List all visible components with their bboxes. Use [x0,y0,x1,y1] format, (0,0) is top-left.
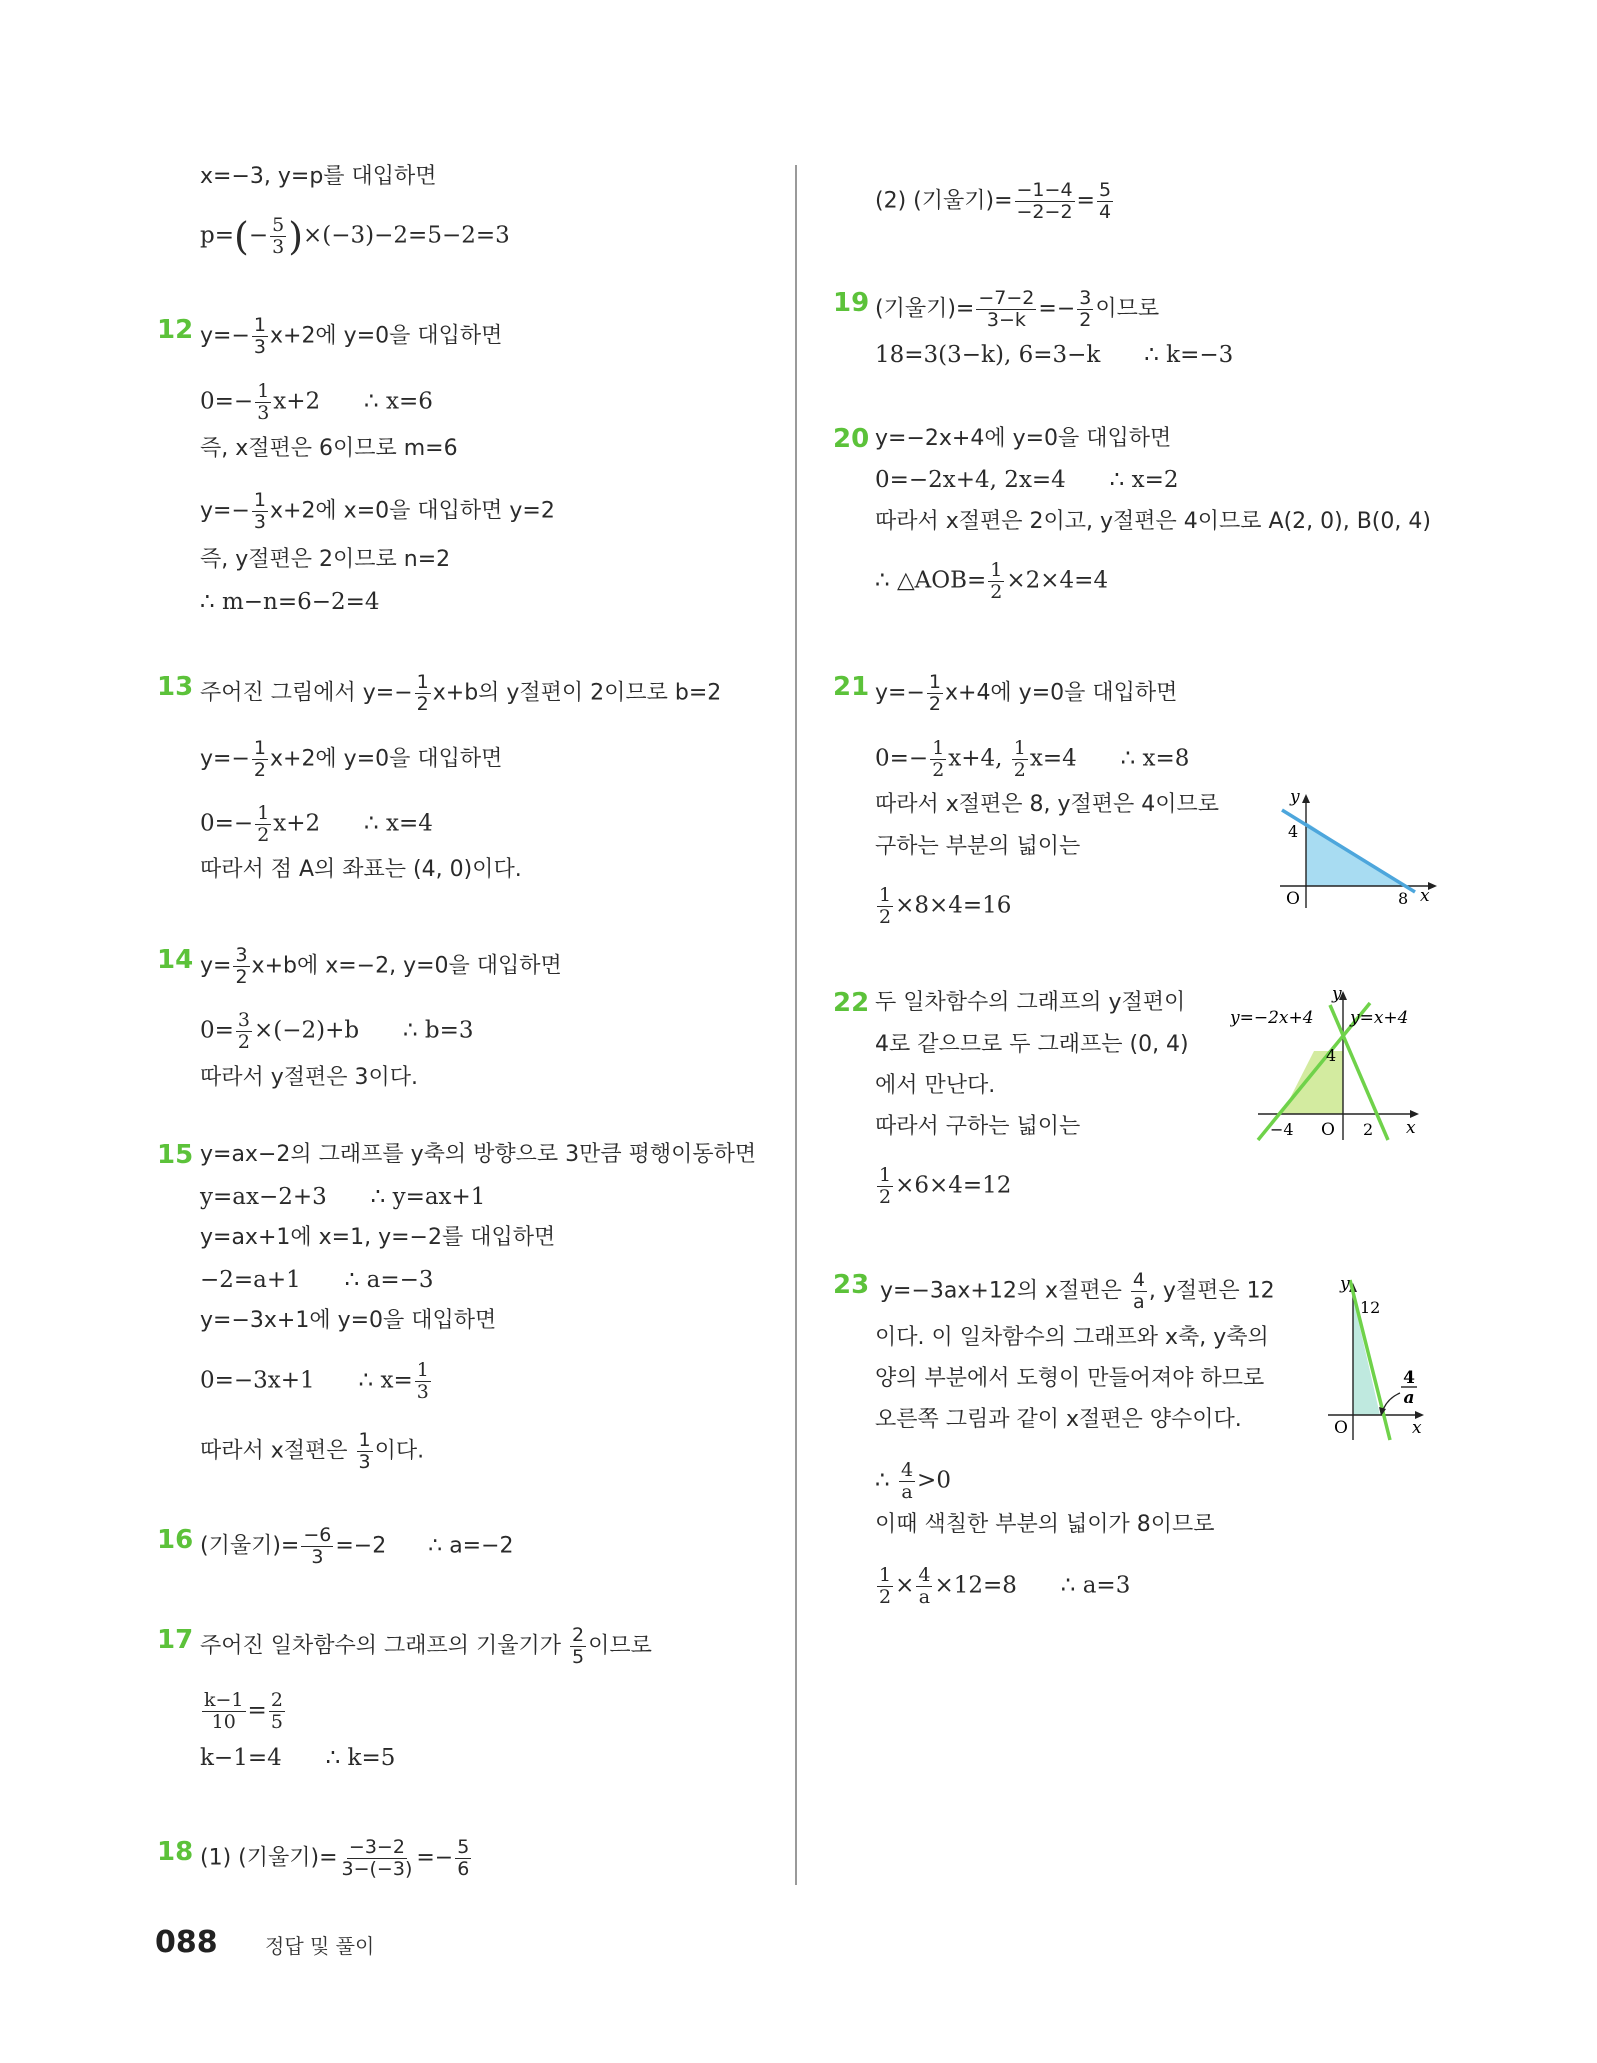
problem-number-20: 20 [833,424,870,454]
p12-line-1: y=− $\frac{1}{3}$ x+2에 y=0을 대입하면 [200,314,503,358]
x-axis-label: x [1420,886,1430,906]
p19-line-1: (기울기)= $\frac{-7-2}{3-k}$ =− $\frac{3}{2}$ 이므로 [875,287,1160,331]
text: p= [200,222,234,249]
y-axis-label: y [1332,985,1342,1004]
p15-line-3: y=ax+1에 x=1, y=−2를 대입하면 [200,1225,556,1250]
fraction: $\frac{5}{4}$ [1098,179,1112,223]
p21-line-5: $\frac{1}{2}$ ×8×4=16 [879,884,1012,928]
fraction: $\frac{3}{2}$ [1079,287,1092,331]
p20-line-4: ∴ △AOB= $\frac{1}{2}$ ×2×4=4 [875,559,1109,603]
problem-number-14: 14 [157,945,194,975]
y-axis-arrow [1302,794,1310,803]
page-number: 088 [155,1925,218,1960]
line1-label: y=−2x+4 [1230,1008,1314,1028]
p12-line-3: 즉, x절편은 6이므로 m=6 [200,436,458,461]
fraction: $\frac{4}{a}$ [900,1459,914,1503]
problem-number-23: 23 [833,1270,870,1300]
fraction: $\frac{1}{2}$ [932,737,945,781]
p22-line-2: 4로 같으므로 두 그래프는 (0, 4) [875,1032,1189,1057]
problem-number-15: 15 [157,1140,194,1170]
p12-line-2: 0=− $\frac{1}{3}$ x+2 ∴ x=6 [200,380,433,424]
origin-label: O [1286,889,1300,909]
fraction: $\frac{5}{3}$ [272,214,285,258]
p18-line-2: (2) (기울기)= $\frac{-1-4}{-2-2}$ = $\frac{5}{4}$ [875,179,1112,223]
fraction: $\frac{1}{3}$ [253,489,266,533]
p14-line-1: y= $\frac{3}{2}$ x+b에 x=−2, y=0을 대입하면 [200,944,562,988]
problem-number-19: 19 [833,288,870,318]
problem-number-21: 21 [833,672,870,702]
origin-label: O [1334,1418,1348,1438]
p23-line-3: 양의 부분에서 도형이 만들어져야 하므로 [875,1366,1265,1391]
p22-line-1: 두 일차함수의 그래프의 y절편이 [875,990,1186,1015]
p13-line-3: 0=− $\frac{1}{2}$ x+2 ∴ x=4 [200,802,433,846]
y-tick-label: 4 [1288,822,1299,841]
p17-line-1: 주어진 일차함수의 그래프의 기울기가 $\frac{2}{5}$ 이므로 [200,1624,652,1668]
p20-line-1: y=−2x+4에 y=0을 대입하면 [875,426,1172,451]
p12-line-6: ∴ m−n=6−2=4 [200,589,380,615]
fraction: $\frac{1}{2}$ [253,737,266,781]
y-tick-label: 4 [1326,1046,1337,1065]
x-neg-tick-label: −4 [1270,1120,1294,1139]
fraction: $\frac{1}{2}$ [1013,737,1026,781]
p15-line-5: y=−3x+1에 y=0을 대입하면 [200,1308,497,1333]
p23-line-4: 오른쪽 그림과 같이 x절편은 양수이다. [875,1407,1242,1432]
fraction: $\frac{3}{2}$ [237,1009,250,1053]
p19-line-2: 18=3(3−k), 6=3−k ∴ k=−3 [875,342,1234,368]
p14-line-3: 따라서 y절편은 3이다. [200,1065,419,1090]
fraction: $\frac{1}{2}$ [928,671,941,715]
y-axis-label: y [1340,1275,1350,1294]
p15-line-7: 따라서 x절편은 $\frac{1}{3}$ 이다. [200,1429,425,1473]
fraction: $\frac{1}{3}$ [257,380,270,424]
fraction: $\frac{1}{3}$ [416,1359,429,1403]
x-axis-label: x [1412,1418,1422,1438]
y-axis-label: y [1290,790,1300,807]
fraction: $\frac{4}{a}$ [1132,1269,1145,1313]
problem-number-13: 13 [157,672,194,702]
x-axis-label: x [1406,1118,1416,1138]
p20-line-3: 따라서 x절편은 2이고, y절편은 4이므로 A(2, 0), B(0, 4) [875,509,1431,534]
p17-line-3: k−1=4 ∴ k=5 [200,1745,396,1771]
p15-line-2: y=ax−2+3 ∴ y=ax+1 [200,1184,486,1210]
fraction: $\frac{3}{2}$ [235,944,248,988]
problem-number-16: 16 [157,1525,194,1555]
p13-line-2: y=− $\frac{1}{2}$ x+2에 y=0을 대입하면 [200,737,503,781]
fraction: $\frac{-6}{3}$ [303,1524,332,1568]
p23-line-1: y=−3ax+12의 x절편은 $\frac{4}{a}$ , y절편은 12 [880,1269,1275,1313]
fraction: $\frac{2}{5}$ [572,1624,585,1668]
p23-line-7: $\frac{1}{2}$ × $\frac{4}{a}$ ×12=8 ∴ a=3 [879,1564,1131,1608]
fraction: $\frac{1}{2}$ [257,802,270,846]
p11-line-2 [200,215,510,258]
p16-line-1: (기울기)= $\frac{-6}{3}$ =−2 ∴ a=−2 [200,1524,514,1568]
fraction: $\frac{1}{2}$ [879,1564,892,1608]
p20-line-2: 0=−2x+4, 2x=4 ∴ x=2 [875,467,1179,493]
p23-line-2: 이다. 이 일차함수의 그래프와 x축, y축의 [875,1325,1269,1350]
p14-line-2: 0= $\frac{3}{2}$ ×(−2)+b ∴ b=3 [200,1009,474,1053]
p22-line-4: 따라서 구하는 넓이는 [875,1114,1081,1139]
p15-line-6: 0=−3x+1 ∴ x= $\frac{1}{3}$ [200,1359,429,1403]
paren-open: ( [234,214,249,259]
p23-line-5: ∴ $\frac{4}{a}$ >0 [875,1459,951,1503]
p21-line-2: 0=− $\frac{1}{2}$ x+4, $\frac{1}{2}$ x=4 ∴ x=8 [875,737,1190,781]
x-tick-numerator: 4 [1403,1368,1415,1388]
x-tick-label: 8 [1398,889,1409,908]
column-divider [795,165,797,1885]
origin-label: O [1321,1120,1335,1140]
problem-number-22: 22 [833,988,870,1018]
fraction: $\frac{4}{a}$ [918,1564,931,1608]
p12-line-4: y=− $\frac{1}{3}$ x+2에 x=0을 대입하면 y=2 [200,489,555,533]
p15-line-1: y=ax−2의 그래프를 y축의 방향으로 3만큼 평행이동하면 [200,1142,757,1167]
problem-number-18: 18 [157,1837,194,1867]
fraction: $\frac{k-1}{10}$ [204,1689,244,1733]
p11-line-1: x=−3, y=p를 대입하면 [200,164,437,189]
p22-graph [1230,985,1435,1145]
text: ×(−3)−2=5−2=3 [303,222,510,249]
fraction: $\frac{1}{2}$ [416,671,429,715]
p22-line-3: 에서 만난다. [875,1073,996,1098]
p21-line-3: 따라서 x절편은 8, y절편은 4이므로 [875,792,1220,817]
p23-graph [1320,1275,1440,1455]
p21-line-4: 구하는 부분의 넓이는 [875,834,1081,859]
p15-line-4: −2=a+1 ∴ a=−3 [200,1267,434,1293]
fraction: $\frac{1}{2}$ [879,884,892,928]
p13-line-4: 따라서 점 A의 좌표는 (4, 0)이다. [200,857,522,882]
fraction: $\frac{2}{5}$ [270,1689,283,1733]
section-label: 정답 및 풀이 [265,1934,375,1958]
fraction: $\frac{1}{2}$ [879,1164,892,1208]
x-tick-denominator: a [1403,1388,1415,1408]
p22-line-5: $\frac{1}{2}$ ×6×4=12 [879,1164,1012,1208]
problem-number-12: 12 [157,315,194,345]
fraction: $\frac{5}{6}$ [457,1836,470,1880]
y-tick-label: 12 [1360,1298,1381,1317]
p21-line-1: y=− $\frac{1}{2}$ x+4에 y=0을 대입하면 [875,671,1178,715]
p23-line-6: 이때 색칠한 부분의 넓이가 8이므로 [875,1512,1215,1537]
x-axis-arrow [1410,1110,1419,1118]
fraction: $\frac{-3-2}{3-(-3)}$ [341,1836,413,1880]
fraction: $\frac{-1-4}{-2-2}$ [1016,179,1073,223]
fraction: $\frac{1}{3}$ [253,314,266,358]
p12-line-5: 즉, y절편은 2이므로 n=2 [200,547,451,572]
p18-line-1: (1) (기울기)= $\frac{-3-2}{3-(-3)}$ =− $\frac{5}{6}$ [200,1836,470,1880]
fraction: $\frac{1}{3}$ [358,1429,371,1473]
problem-number-17: 17 [157,1625,194,1655]
p13-line-1: 주어진 그림에서 y=− $\frac{1}{2}$ x+b의 y절편이 2이므로 b=2 [200,671,722,715]
paren-close: ) [288,214,304,259]
line2-label: y=x+4 [1350,1008,1409,1028]
x-pos-tick-label: 2 [1363,1120,1374,1139]
fraction: $\frac{-7-2}{3-k}$ [978,287,1035,331]
text: − [248,222,269,249]
p17-line-2: $\frac{k-1}{10}$ = $\frac{2}{5}$ [204,1689,283,1733]
fraction: $\frac{1}{2}$ [990,559,1003,603]
p21-graph [1270,790,1445,910]
